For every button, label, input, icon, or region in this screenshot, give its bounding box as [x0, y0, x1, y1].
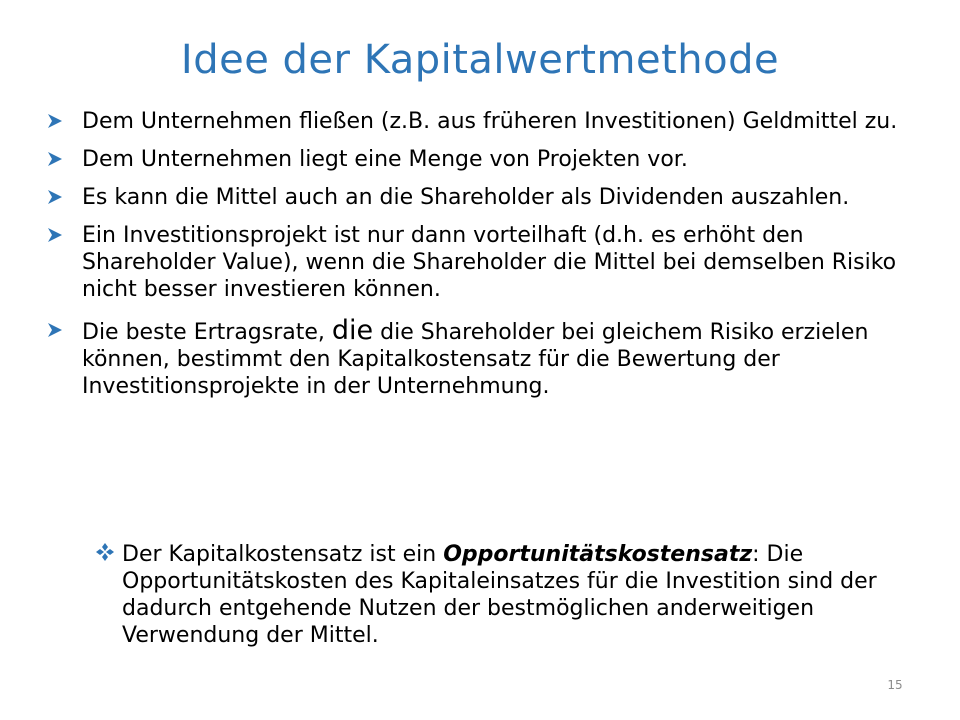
bullet-list	[48, 108, 928, 411]
bullet-text: Dem Unternehmen fließen (z.B. aus früheren Investitionen) Geldmittel zu.	[82, 109, 898, 134]
bullet-text-emphasis: die	[331, 315, 374, 346]
bullet-text: Ein Investitionsprojekt ist nur dann vorteilhaft (d.h. es erhöht den Shareholder Value), wenn die Shareholder die Mittel bei demselben Risiko nicht besser investieren können.	[82, 223, 897, 302]
bullet-item	[48, 108, 928, 135]
arrowhead-bullet-icon	[48, 228, 62, 242]
bullet-item	[48, 317, 928, 400]
diamond-bullet-icon	[96, 543, 114, 561]
arrowhead-bullet-icon	[48, 190, 62, 204]
bullet-text-before: Die beste Ertragsrate,	[82, 320, 332, 345]
sub-bullet-text-before: Der Kapitalkostensatz ist ein	[122, 542, 444, 567]
sub-bullet-item	[96, 541, 942, 649]
bullet-item	[48, 184, 928, 211]
bullet-text-after: die Shareholder bei gleichem Risiko erzielen können, bestimmt den Kapitalkostensatz für die Bewertung der Investitionsprojekte in der Unternehmung.	[82, 320, 869, 399]
bullet-text: Dem Unternehmen liegt eine Menge von Projekten vor.	[82, 147, 688, 172]
arrowhead-bullet-icon	[48, 114, 62, 128]
sub-bullet-text-after: : Die Opportunitätskosten des Kapitaleinsatzes für die Investition sind der dadurch entgehende Nutzen der bestmöglichen anderweitigen Verwendung der Mittel.	[122, 542, 877, 648]
bullet-item	[48, 146, 928, 173]
bullet-text: Es kann die Mittel auch an die Shareholder als Dividenden auszahlen.	[82, 185, 850, 210]
sub-bullet-text-emphasis: Opportunitätskostensatz	[443, 542, 753, 567]
arrowhead-bullet-icon	[48, 323, 62, 337]
bullet-item	[48, 222, 928, 303]
page-number: 15	[887, 678, 903, 692]
slide-title: Idee der Kapitalwertmethode	[180, 37, 780, 83]
arrowhead-bullet-icon	[48, 152, 62, 166]
